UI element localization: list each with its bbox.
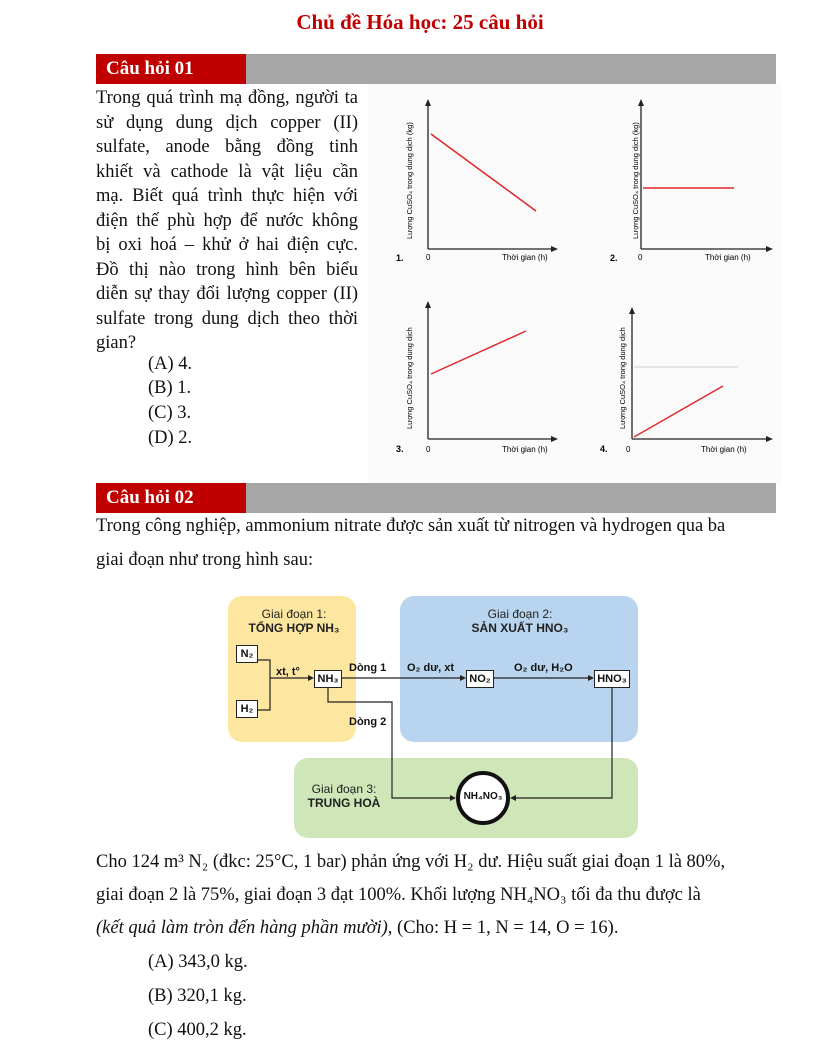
q1-line: điện thế phù hợp để nước không: [96, 210, 358, 231]
graph-2-xlabel: Thời gian (h): [705, 253, 751, 262]
n2-reactant-box: N₂: [236, 645, 258, 663]
nh3-box: NH₃: [314, 670, 342, 688]
q1-option-b[interactable]: (B) 1.: [148, 378, 192, 398]
h2-reactant-box: H₂: [236, 700, 258, 718]
graph-1-origin: 0: [426, 253, 431, 262]
stage1-condition: xt, t°: [276, 666, 300, 678]
stream-2-label: Dòng 2: [349, 716, 387, 728]
question-2-header-bar: [96, 483, 776, 513]
no2-box: NO₂: [466, 670, 494, 688]
graph-2-origin: 0: [638, 253, 643, 262]
graph-3-number: 3.: [396, 444, 404, 454]
graph-1-number: 1.: [396, 253, 404, 263]
q1-line: sulfate, anode bằng đồng tinh: [96, 137, 358, 157]
question-1-header-bar: [96, 54, 776, 84]
stage-1-name: TỔNG HỢP NH₃: [248, 621, 340, 635]
graph-4-ylabel: Lượng CuSO₄ trong dung dịch: [618, 327, 627, 429]
q1-line: Trong quá trình mạ đồng, người ta: [96, 88, 358, 108]
graph-3-xlabel: Thời gian (h): [502, 445, 548, 454]
q2-intro-line-2: giai đoạn như trong hình sau:: [96, 550, 314, 570]
page-title: Chủ đề Hóa học: 25 câu hỏi: [296, 10, 544, 34]
graph-4-number: 4.: [600, 444, 608, 454]
stage2-condition-1: O₂ dư, xt: [407, 662, 455, 674]
graph-1-ylabel: Lượng CuSO₄ trong dung dịch (kg): [405, 122, 414, 239]
graph-2-ylabel: Lượng CuSO₄ trong dung dịch (kg): [631, 122, 640, 239]
stage-3-title: Giai đoạn 3:: [311, 782, 377, 796]
q1-option-a[interactable]: (A) 4.: [148, 354, 193, 374]
q1-line: mạ. Biết quá trình thực hiện với: [96, 186, 358, 206]
graph-1-xlabel: Thời gian (h): [502, 253, 548, 262]
q2-option-b[interactable]: (B) 320,1 kg.: [148, 986, 247, 1006]
q2-body-line-2: giai đoạn 2 là 75%, giai đoạn 3 đạt 100%. Khối lượng NH₄NO₃ tối đa thu được là: [96, 885, 701, 905]
q2-rounding-note: (kết quả làm tròn đến hàng phần mười): [96, 918, 388, 938]
q2-intro-line-1: Trong công nghiệp, ammonium nitrate được sản xuất từ nitrogen và hydrogen qua ba: [96, 516, 726, 536]
q1-graphs-figure: [368, 84, 782, 484]
stage-1-title: Giai đoạn 1:: [261, 607, 327, 621]
q2-body-line-1: Cho 124 m³ N₂ (đkc: 25°C, 1 bar) phản ứng với H₂ dư. Hiệu suất giai đoạn 1 là 80%,: [96, 852, 726, 872]
q1-line: Đồ thị nào trong hình bên biểu: [96, 259, 358, 280]
graph-4-origin: 0: [626, 445, 631, 454]
q2-option-a[interactable]: (A) 343,0 kg.: [148, 952, 248, 972]
q2-option-c[interactable]: (C) 400,2 kg.: [148, 1020, 247, 1040]
graph-3-origin: 0: [426, 445, 431, 454]
q2-given-masses: , (Cho: H = 1, N = 14, O = 16).: [387, 918, 619, 938]
question-1-label: Câu hỏi 01: [96, 54, 246, 84]
q1-line: gian?: [96, 333, 137, 353]
q2-body-line-3: [96, 916, 796, 941]
stage2-condition-2: O₂ dư, H₂O: [514, 662, 573, 674]
nh4no3-product: NH₄NO₃: [463, 791, 503, 802]
q1-option-d[interactable]: (D) 2.: [148, 428, 193, 448]
stage-2-name: SẢN XUẤT HNO₃: [471, 621, 569, 635]
question-2-label: Câu hỏi 02: [96, 483, 246, 513]
stream-1-label: Dòng 1: [349, 662, 387, 674]
hno3-box: HNO₃: [594, 670, 630, 688]
q1-line: sử dụng dung dịch copper (II): [96, 112, 358, 133]
q1-line: sulfate trong dung dịch theo thời: [96, 308, 358, 329]
q1-option-c[interactable]: (C) 3.: [148, 403, 192, 423]
q1-line: diễn sự thay đổi lượng copper (II): [96, 284, 358, 304]
graph-3-ylabel: Lượng CuSO₄ trong dung dịch: [405, 327, 414, 429]
graph-4-xlabel: Thời gian (h): [701, 445, 747, 454]
graph-2-number: 2.: [610, 253, 618, 263]
stage-3-name: TRUNG HOÀ: [307, 796, 381, 810]
stage-2-title: Giai đoạn 2:: [487, 607, 553, 621]
q1-line: bị oxi hoá – khử ở hai điện cực.: [96, 235, 358, 255]
q1-line: khiết và cathode là vật liệu cần: [96, 161, 358, 182]
